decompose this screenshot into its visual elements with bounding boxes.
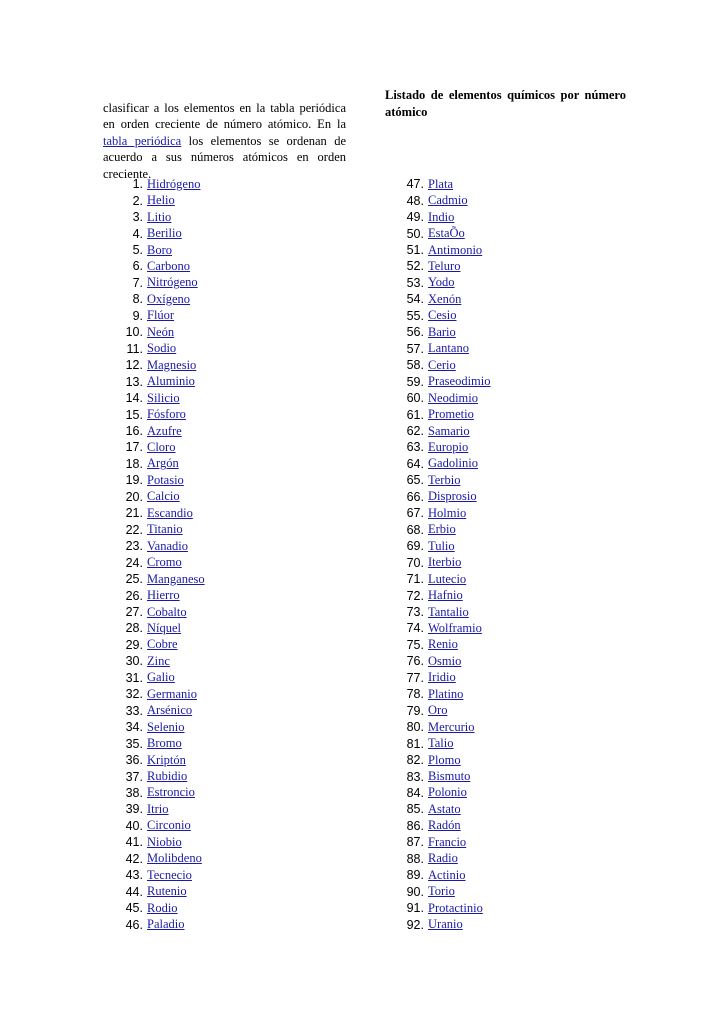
item-number: 39. [125, 802, 143, 817]
list-item [103, 620, 205, 636]
list-item [103, 916, 205, 932]
element-link[interactable]: Helio [147, 193, 175, 208]
item-number: 12. [125, 358, 143, 373]
element-link[interactable]: Oro [428, 703, 448, 718]
list-item [103, 324, 205, 340]
list-item [103, 834, 205, 850]
list-item [103, 209, 205, 225]
element-link[interactable]: Arsénico [147, 703, 193, 718]
element-link[interactable]: Talio [428, 736, 454, 751]
list-item [384, 423, 491, 439]
element-link[interactable]: Holmio [428, 505, 467, 520]
list-item [384, 390, 491, 406]
element-link[interactable]: Neodimio [428, 390, 478, 405]
item-number: 37. [125, 769, 143, 784]
item-number: 57. [406, 341, 424, 356]
list-item [384, 258, 491, 274]
item-number: 53. [406, 275, 424, 290]
list-item [384, 867, 491, 883]
element-link[interactable]: Flúor [147, 308, 175, 323]
list-item [384, 703, 491, 719]
list-item [384, 341, 491, 357]
item-number: 74. [406, 621, 424, 636]
element-link[interactable]: Fósforo [147, 407, 186, 422]
element-link[interactable]: Polonio [428, 785, 467, 800]
list-item [384, 308, 491, 324]
list-item [384, 900, 491, 916]
item-number: 22. [125, 522, 143, 537]
list-item [103, 275, 205, 291]
list-item [384, 587, 491, 603]
element-link[interactable]: Escandio [147, 505, 193, 520]
item-number: 30. [125, 654, 143, 669]
element-link[interactable]: Cobalto [147, 604, 187, 619]
list-item [384, 291, 491, 307]
item-number: 77. [406, 670, 424, 685]
item-number: 67. [406, 506, 424, 521]
element-link[interactable]: Prometio [428, 407, 474, 422]
element-link[interactable]: Uranio [428, 917, 463, 932]
element-link[interactable]: Bario [428, 324, 456, 339]
element-link[interactable]: Lutecio [428, 571, 467, 586]
item-number: 38. [125, 785, 143, 800]
list-item [103, 489, 205, 505]
item-number: 71. [406, 572, 424, 587]
list-item [103, 456, 205, 472]
list-item [103, 571, 205, 587]
element-link[interactable]: Paladio [147, 917, 185, 932]
list-item [103, 637, 205, 653]
item-number: 87. [406, 835, 424, 850]
item-number: 44. [125, 884, 143, 899]
list-item [103, 735, 205, 751]
element-link[interactable]: Germanio [147, 686, 197, 701]
item-number: 24. [125, 555, 143, 570]
list-item [384, 571, 491, 587]
element-link[interactable]: Tantalio [428, 604, 469, 619]
item-number: 35. [125, 736, 143, 751]
element-link[interactable]: Berilio [147, 226, 182, 241]
item-number: 27. [125, 605, 143, 619]
list-item [384, 834, 491, 850]
item-number: 20. [125, 489, 143, 504]
item-number: 89. [406, 868, 424, 883]
item-number: 83. [406, 769, 424, 784]
element-link[interactable]: Protactinio [428, 900, 483, 915]
list-item [384, 373, 491, 389]
list-item [103, 686, 205, 702]
list-item [384, 209, 491, 225]
element-link[interactable]: Rutenio [147, 884, 187, 899]
element-link[interactable]: Iterbio [428, 555, 462, 570]
item-number: 46. [125, 917, 143, 932]
element-link[interactable]: Astato [428, 801, 461, 816]
item-number: 60. [406, 391, 424, 406]
list-item [103, 390, 205, 406]
item-number: 52. [406, 259, 424, 274]
item-number: 65. [406, 473, 424, 488]
item-number: 88. [406, 851, 424, 866]
item-number: 43. [125, 868, 143, 883]
element-link[interactable]: Cromo [147, 555, 182, 570]
item-number: 8. [132, 292, 143, 307]
list-item [103, 818, 205, 834]
list-item [384, 538, 491, 554]
element-link[interactable]: Nitrógeno [147, 275, 198, 290]
list-item [384, 916, 491, 932]
list-item [103, 308, 205, 324]
element-link[interactable]: Galio [147, 670, 175, 685]
element-link[interactable]: Bromo [147, 736, 182, 751]
item-number: 63. [406, 440, 424, 455]
list-item [384, 620, 491, 636]
element-link[interactable]: Hidrógeno [147, 176, 201, 191]
item-number: 32. [125, 687, 143, 702]
element-link[interactable]: Cadmio [428, 193, 468, 208]
list-item [384, 554, 491, 570]
item-number: 10. [125, 325, 143, 340]
list-item [384, 851, 491, 867]
item-number: 73. [406, 605, 424, 619]
element-link[interactable]: Cesio [428, 308, 457, 323]
item-number: 5. [132, 243, 143, 258]
item-number: 15. [125, 407, 143, 422]
list-item [103, 703, 205, 719]
list-item [384, 735, 491, 751]
element-link[interactable]: Circonio [147, 818, 191, 833]
item-number: 78. [406, 687, 424, 702]
item-number: 19. [125, 473, 143, 488]
list-item [103, 785, 205, 801]
item-number: 34. [125, 720, 143, 735]
list-item [384, 637, 491, 653]
elements-list-right [384, 176, 491, 933]
list-item [384, 818, 491, 834]
list-item [384, 489, 491, 505]
element-link[interactable]: Actinio [428, 867, 466, 882]
item-number: 41. [125, 835, 143, 850]
list-item [103, 883, 205, 899]
list-item [103, 192, 205, 208]
list-item [103, 653, 205, 669]
item-number: 28. [125, 621, 143, 636]
element-link[interactable]: Carbono [147, 258, 191, 273]
element-link[interactable]: Itrio [147, 801, 169, 816]
item-number: 48. [406, 193, 424, 208]
list-item [103, 587, 205, 603]
element-link[interactable]: Kriptón [147, 752, 186, 767]
item-number: 3. [132, 210, 143, 225]
element-link[interactable]: Selenio [147, 719, 185, 734]
element-link[interactable]: Mercurio [428, 719, 475, 734]
list-item [103, 867, 205, 883]
item-number: 92. [406, 917, 424, 932]
element-link[interactable]: Gadolinio [428, 456, 478, 471]
item-number: 90. [406, 884, 424, 899]
list-item [103, 522, 205, 538]
elements-list-left [103, 176, 205, 933]
list-item [103, 801, 205, 817]
element-link[interactable]: Niobio [147, 834, 182, 849]
element-link[interactable]: Disprosio [428, 489, 477, 504]
element-link[interactable]: Estroncio [147, 785, 195, 800]
element-link[interactable]: Iridio [428, 670, 456, 685]
element-link[interactable]: Europio [428, 439, 469, 454]
item-number: 64. [406, 456, 424, 471]
item-number: 26. [125, 588, 143, 603]
list-item [384, 883, 491, 899]
element-link[interactable]: Wolframio [428, 620, 482, 635]
element-link[interactable]: Terbio [428, 472, 461, 487]
list-item [384, 653, 491, 669]
list-item [103, 752, 205, 768]
element-link[interactable]: Titanio [147, 522, 183, 537]
list-item [103, 768, 205, 784]
list-item [103, 341, 205, 357]
element-link[interactable]: Radio [428, 851, 458, 866]
item-number: 1. [132, 177, 143, 192]
element-link[interactable]: Hafnio [428, 588, 463, 603]
element-link[interactable]: Neón [147, 324, 175, 339]
list-item [384, 176, 491, 192]
element-link[interactable]: Teluro [428, 258, 461, 273]
list-item [384, 522, 491, 538]
list-item [384, 275, 491, 291]
list-item [103, 357, 205, 373]
element-link[interactable]: Radón [428, 818, 461, 833]
element-link[interactable]: Cerio [428, 357, 456, 372]
element-link[interactable]: Níquel [147, 620, 182, 635]
item-number: 86. [406, 818, 424, 833]
item-number: 14. [125, 391, 143, 406]
item-number: 25. [125, 572, 143, 587]
element-link[interactable]: Indio [428, 209, 455, 224]
item-number: 85. [406, 802, 424, 817]
list-item [103, 242, 205, 258]
list-item [384, 785, 491, 801]
list-item [103, 439, 205, 455]
element-link[interactable]: Xenón [428, 291, 462, 306]
element-link[interactable]: Yodo [428, 275, 455, 290]
element-link[interactable]: Francio [428, 834, 467, 849]
list-heading: Listado de elementos químicos por número atómico [385, 88, 626, 119]
item-number: 47. [406, 177, 424, 192]
item-number: 9. [132, 308, 143, 323]
list-item [384, 768, 491, 784]
item-number: 81. [406, 736, 424, 751]
list-item [103, 176, 205, 192]
list-item [103, 291, 205, 307]
item-number: 51. [406, 243, 424, 258]
element-link[interactable]: Tecnecio [147, 867, 192, 882]
list-item [384, 242, 491, 258]
item-number: 49. [406, 210, 424, 225]
element-link[interactable]: Calcio [147, 489, 180, 504]
intro-text-after: los elementos se ordenan de acuerdo a sus números atómicos en orden creciente. [103, 133, 347, 181]
item-number: 91. [406, 901, 424, 916]
list-item [384, 472, 491, 488]
item-number: 45. [125, 901, 143, 916]
item-number: 82. [406, 753, 424, 768]
item-number: 76. [406, 654, 424, 669]
element-link[interactable]: Argón [147, 456, 179, 471]
element-link[interactable]: Bismuto [428, 769, 471, 784]
item-number: 42. [125, 851, 143, 866]
item-number: 31. [125, 670, 143, 685]
list-item [384, 324, 491, 340]
element-link[interactable]: Sodio [147, 341, 177, 356]
list-item [103, 225, 205, 241]
item-number: 7. [132, 275, 143, 290]
item-number: 36. [125, 753, 143, 768]
list-item [384, 505, 491, 521]
item-number: 80. [406, 720, 424, 735]
element-link[interactable]: Platino [428, 686, 464, 701]
element-link[interactable]: Boro [147, 242, 172, 257]
list-item [384, 192, 491, 208]
element-link[interactable]: Osmio [428, 653, 462, 668]
element-link[interactable]: Magnesio [147, 357, 197, 372]
item-number: 33. [125, 703, 143, 718]
list-item [103, 670, 205, 686]
element-link[interactable]: Cobre [147, 637, 178, 652]
list-item [103, 719, 205, 735]
element-link[interactable]: Manganeso [147, 571, 205, 586]
item-number: 79. [406, 703, 424, 718]
item-number: 4. [132, 226, 143, 241]
item-number: 61. [406, 407, 424, 422]
item-number: 72. [406, 588, 424, 603]
element-link[interactable]: EstaÕo [428, 226, 465, 241]
element-link[interactable]: Vanadio [147, 538, 188, 553]
element-link[interactable]: Renio [428, 637, 458, 652]
item-number: 54. [406, 292, 424, 307]
list-item [103, 900, 205, 916]
item-number: 11. [126, 341, 143, 356]
item-number: 62. [406, 424, 424, 439]
list-item [384, 439, 491, 455]
element-link[interactable]: Oxígeno [147, 291, 191, 306]
list-item [384, 225, 491, 241]
item-number: 23. [125, 539, 143, 554]
item-number: 50. [406, 226, 424, 241]
element-link[interactable]: Lantano [428, 341, 469, 356]
list-item [103, 406, 205, 422]
item-number: 70. [406, 555, 424, 570]
list-item [384, 604, 491, 620]
item-number: 84. [406, 785, 424, 800]
item-number: 59. [406, 374, 424, 389]
element-link[interactable]: Rubidio [147, 769, 188, 784]
item-number: 56. [406, 325, 424, 340]
item-number: 40. [125, 818, 143, 833]
element-link[interactable]: Litio [147, 209, 172, 224]
item-number: 17. [125, 440, 143, 455]
item-number: 69. [406, 539, 424, 554]
element-link[interactable]: Erbio [428, 522, 456, 537]
list-item [384, 357, 491, 373]
element-link[interactable]: Potasio [147, 472, 184, 487]
element-link[interactable]: Azufre [147, 423, 182, 438]
list-item [103, 505, 205, 521]
item-number: 18. [125, 456, 143, 471]
intro-paragraph [103, 100, 346, 183]
element-link[interactable]: Cloro [147, 439, 176, 454]
element-link[interactable]: Tulio [428, 538, 455, 553]
item-number: 13. [125, 374, 143, 389]
element-link[interactable]: Aluminio [147, 374, 195, 389]
list-item [103, 258, 205, 274]
list-item [384, 406, 491, 422]
item-number: 21. [125, 506, 143, 521]
list-item [384, 456, 491, 472]
element-link[interactable]: Hierro [147, 588, 180, 603]
item-number: 6. [132, 259, 143, 274]
element-link[interactable]: Silicio [147, 390, 180, 405]
element-link[interactable]: Samario [428, 423, 470, 438]
list-item [384, 752, 491, 768]
element-link[interactable]: Plata [428, 176, 453, 191]
list-item [103, 472, 205, 488]
element-link[interactable]: Praseodimio [428, 374, 491, 389]
item-number: 16. [125, 424, 143, 439]
element-link[interactable]: Plomo [428, 752, 461, 767]
list-item [103, 554, 205, 570]
element-link[interactable]: Rodio [147, 900, 178, 915]
intro-text-before: clasificar a los elementos en la tabla periódica en orden creciente de número atómico. En la [103, 100, 346, 131]
element-link[interactable]: Molibdeno [147, 851, 202, 866]
list-item [384, 801, 491, 817]
list-item [384, 670, 491, 686]
item-number: 55. [406, 308, 424, 323]
item-number: 66. [406, 489, 424, 504]
item-number: 29. [125, 637, 143, 652]
element-link[interactable]: Torio [428, 884, 455, 899]
list-item [103, 604, 205, 620]
list-item [384, 719, 491, 735]
list-item [103, 851, 205, 867]
element-link[interactable]: Antimonio [428, 242, 483, 257]
item-number: 58. [406, 358, 424, 373]
item-number: 68. [406, 522, 424, 537]
list-item [103, 373, 205, 389]
list-item [384, 686, 491, 702]
tabla-periodica-link[interactable]: tabla periódica [103, 133, 182, 148]
list-item [103, 538, 205, 554]
item-number: 75. [406, 637, 424, 652]
item-number: 2. [132, 193, 143, 208]
list-item [103, 423, 205, 439]
element-link[interactable]: Zinc [147, 653, 170, 668]
